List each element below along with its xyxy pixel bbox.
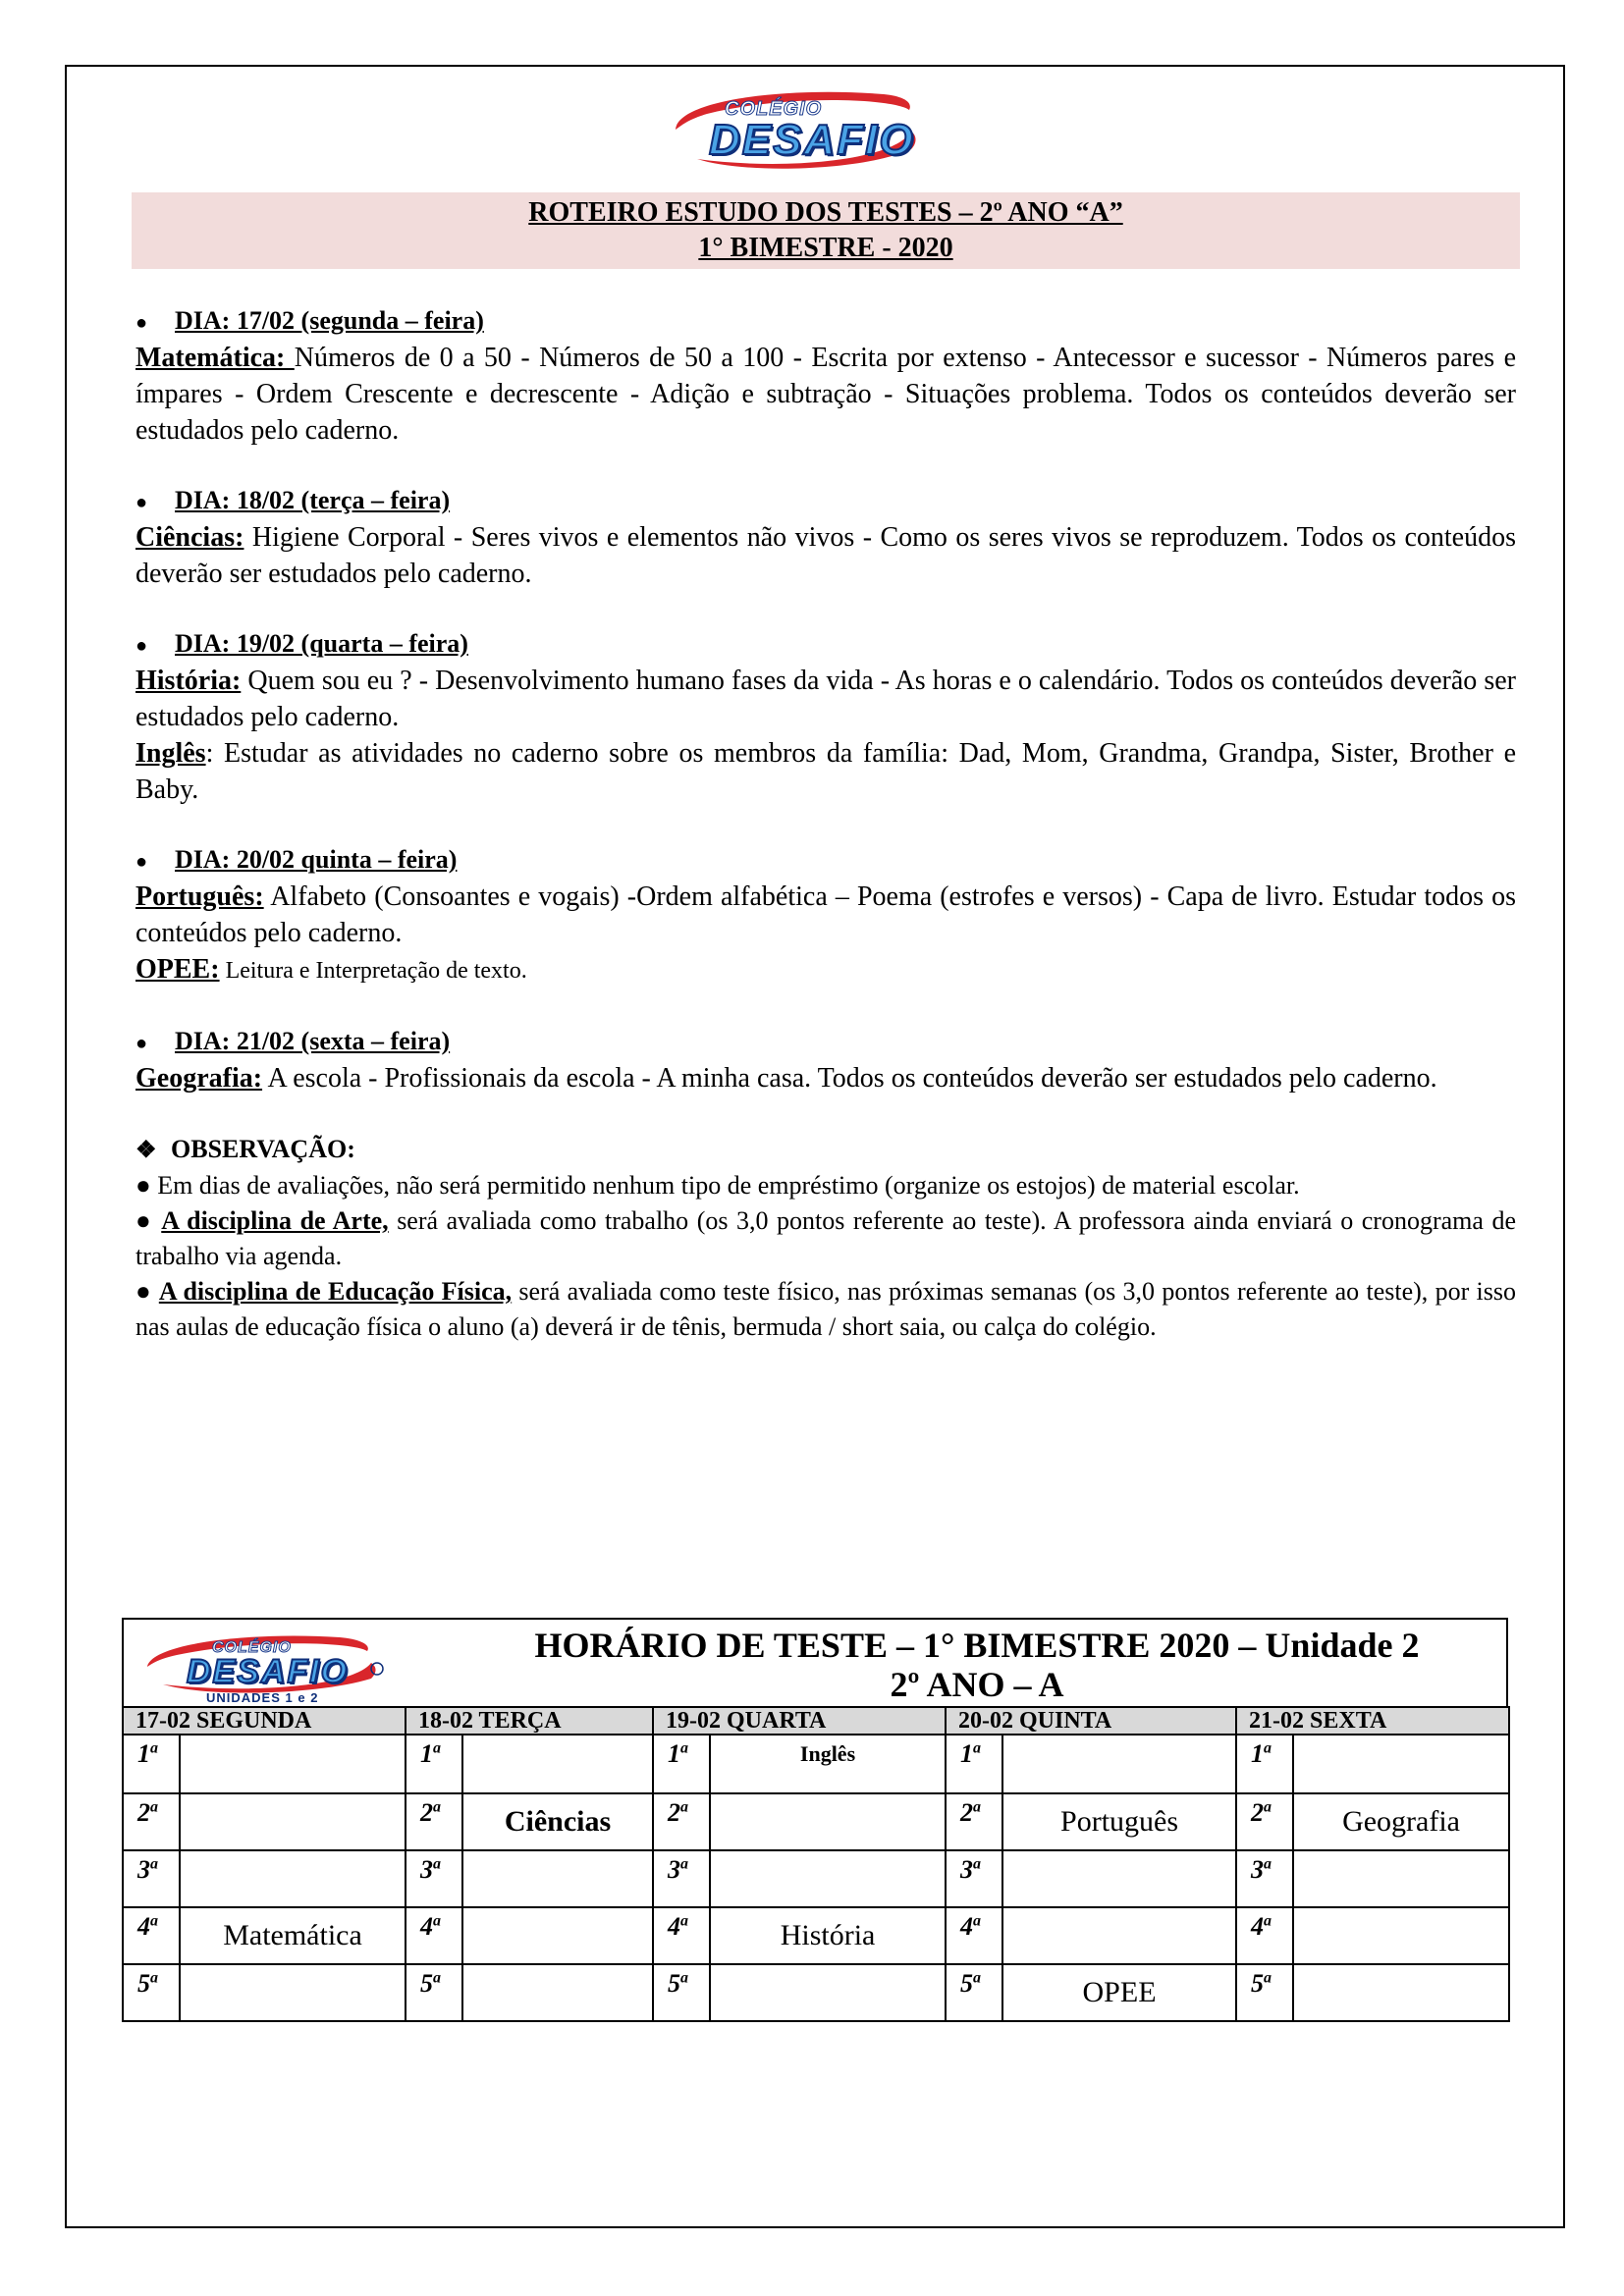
bullet-icon: ●: [135, 492, 148, 514]
period-ordinal: a: [433, 1912, 441, 1930]
period-number-value: 4: [137, 1912, 150, 1941]
header-band: [132, 192, 1520, 269]
period-number: [406, 1850, 462, 1907]
period-number-value: 2: [668, 1798, 681, 1827]
period-number-value: 2: [960, 1798, 974, 1827]
schedule-subject-cell: [710, 1793, 946, 1850]
period-number-value: 1: [137, 1739, 150, 1768]
period-ordinal: a: [433, 1739, 441, 1757]
period-number: [123, 1793, 180, 1850]
day-column-header: 19-02 QUARTA: [653, 1707, 946, 1735]
period-ordinal: a: [1264, 1912, 1272, 1930]
period-number: [946, 1907, 1002, 1964]
subject-entry: [135, 663, 1516, 735]
schedule-class: 2º ANO – A: [890, 1665, 1064, 1704]
day-column-header: 18-02 TERÇA: [406, 1707, 653, 1735]
period-ordinal: a: [1264, 1739, 1272, 1757]
header-title: ROTEIRO ESTUDO DOS TESTES – 2º ANO “A”: [528, 197, 1123, 228]
day-heading: DIA: 21/02 (sexta – feira): [175, 1027, 451, 1056]
period-ordinal: a: [973, 1855, 982, 1873]
period-number-value: 4: [960, 1912, 974, 1941]
schedule-subject-cell: [180, 1964, 406, 2021]
period-number-value: 5: [137, 1969, 150, 1998]
schedule-subject-cell: [1293, 1964, 1509, 2021]
header-subtitle: 1° BIMESTRE - 2020: [698, 233, 953, 263]
schedule-table: [122, 1706, 1510, 2022]
period-number: [946, 1735, 1002, 1793]
subject-text: : Estudar as atividades no caderno sobre os membros da família: Dad, Mom, Grandma, Grandpa, Sister, Brother e Baby.: [135, 738, 1516, 806]
schedule-subject-cell: [1293, 1735, 1509, 1793]
bullet-icon: ●: [135, 1206, 162, 1236]
subject-label: OPEE:: [135, 954, 220, 986]
period-number: [1236, 1964, 1293, 2021]
schedule-subject-cell: [710, 1850, 946, 1907]
schedule-subject-cell: [1002, 1907, 1236, 1964]
period-number: [946, 1964, 1002, 2021]
period-number-value: 1: [960, 1739, 974, 1768]
period-number-value: 5: [420, 1969, 433, 1998]
period-ordinal: a: [433, 1855, 441, 1873]
observation-bold: A disciplina de Arte,: [161, 1206, 389, 1236]
period-ordinal: a: [433, 1798, 441, 1816]
schedule-logo: [143, 1629, 399, 1704]
day-heading: DIA: 17/02 (segunda – feira): [175, 306, 484, 335]
period-ordinal: a: [1264, 1798, 1272, 1816]
period-number-value: 3: [960, 1855, 974, 1884]
period-ordinal: a: [150, 1855, 158, 1873]
schedule-subject-cell: [1293, 1907, 1509, 1964]
schedule-subject-cell: [1002, 1735, 1236, 1793]
subject-label: Ciências:: [135, 522, 244, 554]
subject-label: História:: [135, 666, 242, 697]
bullet-icon: ●: [135, 635, 148, 658]
period-ordinal: a: [680, 1855, 689, 1873]
period-ordinal: a: [433, 1969, 441, 1987]
period-number-value: 1: [668, 1739, 681, 1768]
period-number: [406, 1964, 462, 2021]
subject-entry: [135, 735, 1516, 808]
period-number: [123, 1907, 180, 1964]
day-column-header: 17-02 SEGUNDA: [123, 1707, 406, 1735]
schedule-subject-cell: [462, 1964, 653, 2021]
period-number: [123, 1964, 180, 2021]
schedule-subject-cell: Geografia: [1293, 1793, 1509, 1850]
period-number: [653, 1964, 710, 2021]
bullet-icon: ●: [135, 1033, 148, 1055]
period-number-value: 1: [420, 1739, 433, 1768]
period-number: [123, 1735, 180, 1793]
schedule-title-row: [122, 1618, 1508, 1706]
period-number: [406, 1793, 462, 1850]
period-number: [1236, 1850, 1293, 1907]
schedule-row: [123, 1735, 1509, 1793]
period-ordinal: a: [680, 1739, 689, 1757]
subject-text: Higiene Corporal - Seres vivos e elementos não vivos - Como os seres vivos se reproduzem. Todos os conteúdos deverão ser estudados pelo caderno.: [135, 522, 1516, 590]
subject-text: Números de 0 a 50 - Números de 50 a 100 - Escrita por extenso - Antecessor e sucessor - Números pares e ímpares - Ordem Crescente e decrescente - Adição e subtração - Situações problema. Todos os conteúdos deverão ser estudados pelo caderno.: [135, 343, 1517, 447]
period-number-value: 3: [668, 1855, 681, 1884]
schedule-subject-cell: [462, 1850, 653, 1907]
period-number: [1236, 1735, 1293, 1793]
subject-text: Alfabeto (Consoantes e vogais) -Ordem alfabética – Poema (estrofes e versos) - Capa de livro. Estudar todos os conteúdos pelo caderno.: [135, 881, 1516, 949]
schedule-subject-cell: Português: [1002, 1793, 1236, 1850]
logo-units-label: UNIDADES 1 e 2: [206, 1690, 319, 1705]
day-column-header: 20-02 QUINTA: [946, 1707, 1236, 1735]
subject-entry: [135, 1060, 1516, 1096]
period-number: [946, 1850, 1002, 1907]
top-logo: [668, 80, 923, 175]
period-ordinal: a: [150, 1739, 158, 1757]
bullet-icon: ●: [135, 1171, 158, 1201]
period-number: [123, 1850, 180, 1907]
diamond-bullet-icon: ❖: [135, 1138, 157, 1164]
schedule-row: [123, 1907, 1509, 1964]
period-number-value: 5: [668, 1969, 681, 1998]
schedule-subject-cell: Inglês: [710, 1735, 946, 1793]
schedule-subject-cell: [180, 1850, 406, 1907]
schedule-subject-cell: [710, 1964, 946, 2021]
period-ordinal: a: [680, 1798, 689, 1816]
logo-word-colegio: COLÉGIO: [212, 1639, 292, 1656]
period-ordinal: a: [680, 1969, 689, 1987]
schedule-header-row: [123, 1707, 1509, 1735]
period-number: [946, 1793, 1002, 1850]
period-number: [653, 1793, 710, 1850]
period-number-value: 1: [1251, 1739, 1265, 1768]
subject-text: Leitura e Interpretação de texto.: [219, 958, 527, 985]
period-number: [653, 1850, 710, 1907]
study-guide: [135, 304, 1516, 1345]
day-section: [135, 843, 1516, 989]
logo-word-colegio: COLÉGIO: [725, 98, 823, 120]
period-number-value: 2: [420, 1798, 433, 1827]
subject-text: Quem sou eu ? - Desenvolvimento humano fases da vida - As horas e o calendário. Todos os conteúdos deverão ser estudados pelo caderno.: [135, 666, 1516, 733]
schedule-subject-cell: [462, 1735, 653, 1793]
subject-entry: [135, 340, 1516, 449]
period-ordinal: a: [973, 1912, 982, 1930]
day-column-header: 21-02 SEXTA: [1236, 1707, 1509, 1735]
period-ordinal: a: [150, 1912, 158, 1930]
schedule-subject-cell: Matemática: [180, 1907, 406, 1964]
schedule-subject-cell: História: [710, 1907, 946, 1964]
schedule-subject-cell: [180, 1735, 406, 1793]
period-ordinal: a: [973, 1739, 982, 1757]
schedule-subject-cell: OPEE: [1002, 1964, 1236, 2021]
bullet-icon: ●: [135, 851, 148, 874]
observation-bold: A disciplina de Educação Física,: [158, 1277, 513, 1307]
period-ordinal: a: [150, 1969, 158, 1987]
schedule-subject-cell: [1002, 1850, 1236, 1907]
subject-text: A escola - Profissionais da escola - A minha casa. Todos os conteúdos deverão ser estudados pelo caderno.: [262, 1063, 1437, 1095]
period-ordinal: a: [973, 1798, 982, 1816]
period-number: [653, 1735, 710, 1793]
day-heading: DIA: 20/02 quinta – feira): [175, 845, 458, 875]
day-section: [135, 1025, 1516, 1096]
schedule-row: [123, 1850, 1509, 1907]
day-section: [135, 304, 1516, 449]
period-number-value: 5: [1251, 1969, 1265, 1998]
subject-entry: [135, 951, 1516, 989]
observation-text: será avaliada como trabalho (os 3,0 pontos referente ao teste). A professora ainda enviará o cronograma de trabalho via agenda.: [135, 1206, 1516, 1271]
bullet-icon: ●: [135, 1277, 159, 1307]
subject-label: Matemática:: [135, 343, 295, 374]
day-heading: DIA: 18/02 (terça – feira): [175, 486, 451, 515]
schedule-title: HORÁRIO DE TESTE – 1° BIMESTRE 2020 – Unidade 2: [534, 1626, 1420, 1665]
schedule-subject-cell: Ciências: [462, 1793, 653, 1850]
day-section: [135, 484, 1516, 592]
period-number-value: 5: [960, 1969, 974, 1998]
subject-label: Geografia:: [135, 1063, 263, 1095]
period-ordinal: a: [973, 1969, 982, 1987]
observation-text: Em dias de avaliações, não será permitido nenhum tipo de empréstimo (organize os estojos) de material escolar.: [157, 1171, 1300, 1201]
period-number: [1236, 1793, 1293, 1850]
period-number-value: 4: [420, 1912, 433, 1941]
schedule-subject-cell: [1293, 1850, 1509, 1907]
subject-label: Português:: [135, 881, 264, 913]
day-heading: DIA: 19/02 (quarta – feira): [175, 629, 468, 659]
period-ordinal: a: [1264, 1969, 1272, 1987]
observation-section: [135, 1132, 1516, 1345]
bullet-icon: ●: [135, 312, 148, 335]
schedule-subject-cell: [180, 1793, 406, 1850]
period-number-value: 3: [420, 1855, 433, 1884]
logo-word-desafio: DESAFIO: [187, 1653, 350, 1690]
period-ordinal: a: [680, 1912, 689, 1930]
observation-item: [135, 1168, 1516, 1203]
logo-word-desafio: DESAFIO: [709, 116, 915, 164]
schedule-row: [123, 1793, 1509, 1850]
subject-label: Inglês: [135, 738, 206, 770]
observation-item: [135, 1274, 1516, 1345]
period-number-value: 4: [668, 1912, 681, 1941]
observation-item: [135, 1203, 1516, 1274]
test-schedule: [122, 1618, 1508, 2022]
period-number-value: 2: [137, 1798, 150, 1827]
period-number-value: 4: [1251, 1912, 1265, 1941]
schedule-row: [123, 1964, 1509, 2021]
period-number: [406, 1735, 462, 1793]
observation-heading: OBSERVAÇÃO:: [171, 1135, 355, 1164]
period-number: [653, 1907, 710, 1964]
period-number-value: 3: [137, 1855, 150, 1884]
period-number-value: 2: [1251, 1798, 1265, 1827]
subject-entry: [135, 879, 1516, 951]
subject-entry: [135, 519, 1516, 592]
period-number: [1236, 1907, 1293, 1964]
schedule-subject-cell: [462, 1907, 653, 1964]
period-ordinal: a: [150, 1798, 158, 1816]
period-ordinal: a: [1264, 1855, 1272, 1873]
day-section: [135, 627, 1516, 808]
period-number: [406, 1907, 462, 1964]
period-number-value: 3: [1251, 1855, 1265, 1884]
observation-text: será avaliada como teste físico, nas próximas semanas (os 3,0 pontos referente ao teste), por isso nas aulas de educação física o aluno (a) deverá ir de tênis, bermuda / short saia, ou calça do colégio.: [135, 1277, 1516, 1342]
